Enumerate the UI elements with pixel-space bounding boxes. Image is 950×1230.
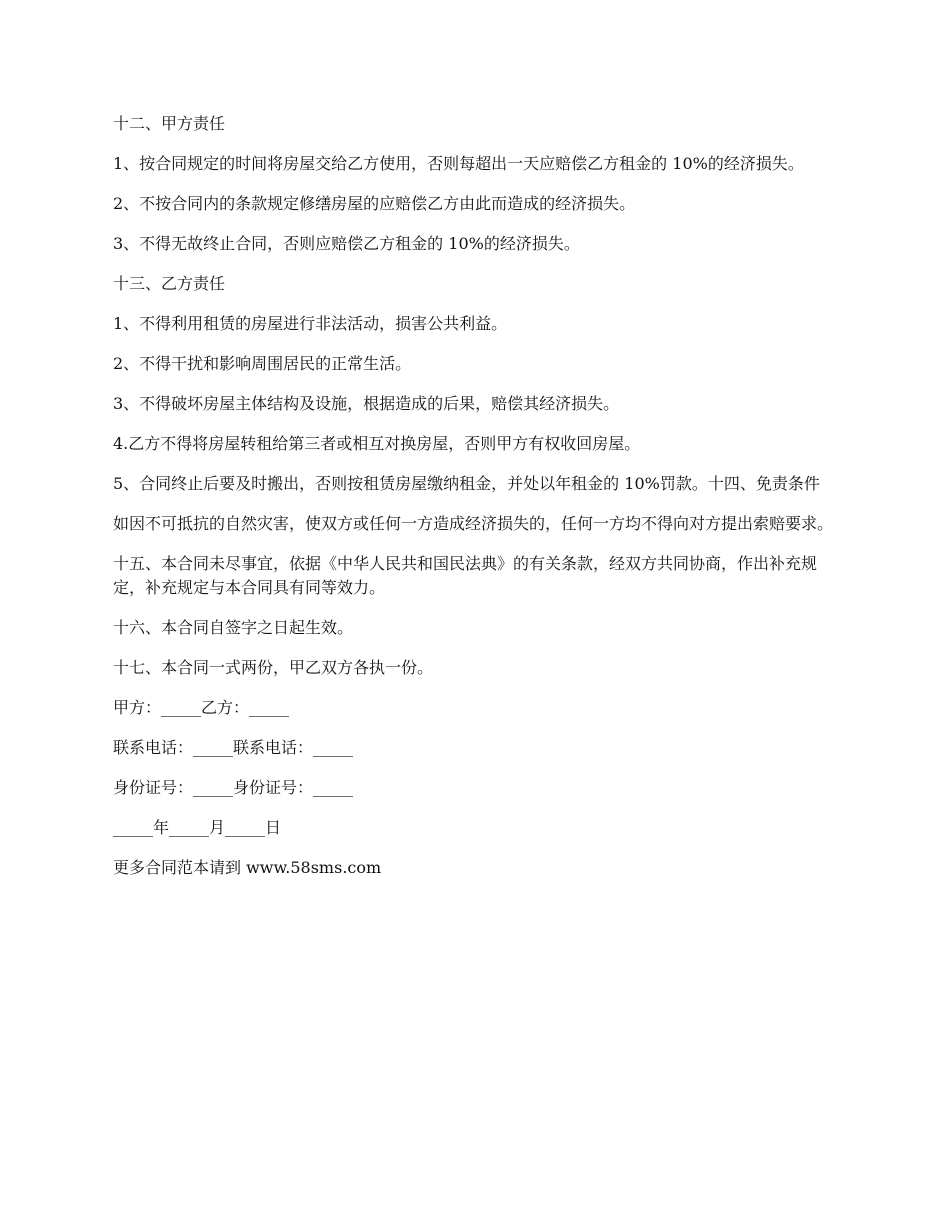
signature-phones: 联系电话：_____联系电话：_____ <box>113 738 354 757</box>
section-13-item-3: 3、不得破坏房屋主体结构及设施，根据造成的后果，赔偿其经济损失。 <box>113 394 620 413</box>
section-13-item-5: 5、合同终止后要及时搬出，否则按租赁房屋缴纳租金，并处以年租金的 10%罚款。十四、免责条件 <box>113 474 820 493</box>
section-14-body: 如因不可抵抗的自然灾害，使双方或任何一方造成经济损失的，任何一方均不得向对方提出索赔要求。 <box>113 514 834 533</box>
section-15: 十五、本合同未尽事宜，依据《中华人民共和国民法典》的有关条款，经双方共同协商，作出补充规定，补充规定与本合同具有同等效力。 <box>113 554 818 597</box>
section-17: 十七、本合同一式两份，甲乙双方各执一份。 <box>113 658 434 677</box>
section-13-item-4: 4.乙方不得将房屋转租给第三者或相互对换房屋，否则甲方有权收回房屋。 <box>113 434 641 453</box>
signature-id-numbers: 身份证号：_____身份证号：_____ <box>113 778 354 797</box>
section-12-item-1: 1、按合同规定的时间将房屋交给乙方使用，否则每超出一天应赔偿乙方租金的 10%的经济损失。 <box>113 154 804 173</box>
footer-link-text: 更多合同范本请到 www.58sms.com <box>113 858 382 877</box>
section-13-item-2: 2、不得干扰和影响周围居民的正常生活。 <box>113 354 412 373</box>
signature-date: _____年_____月_____日 <box>113 818 282 837</box>
section-13-heading: 十三、乙方责任 <box>113 274 226 293</box>
section-12-item-2: 2、不按合同内的条款规定修缮房屋的应赔偿乙方由此而造成的经济损失。 <box>113 194 636 213</box>
section-12-item-3: 3、不得无故终止合同，否则应赔偿乙方租金的 10%的经济损失。 <box>113 234 580 253</box>
document-page <box>113 112 843 880</box>
section-12-heading: 十二、甲方责任 <box>113 114 226 133</box>
section-13-item-1: 1、不得利用租赁的房屋进行非法活动，损害公共利益。 <box>113 314 508 333</box>
section-16: 十六、本合同自签字之日起生效。 <box>113 618 354 637</box>
signature-parties: 甲方：_____乙方：_____ <box>113 698 290 717</box>
